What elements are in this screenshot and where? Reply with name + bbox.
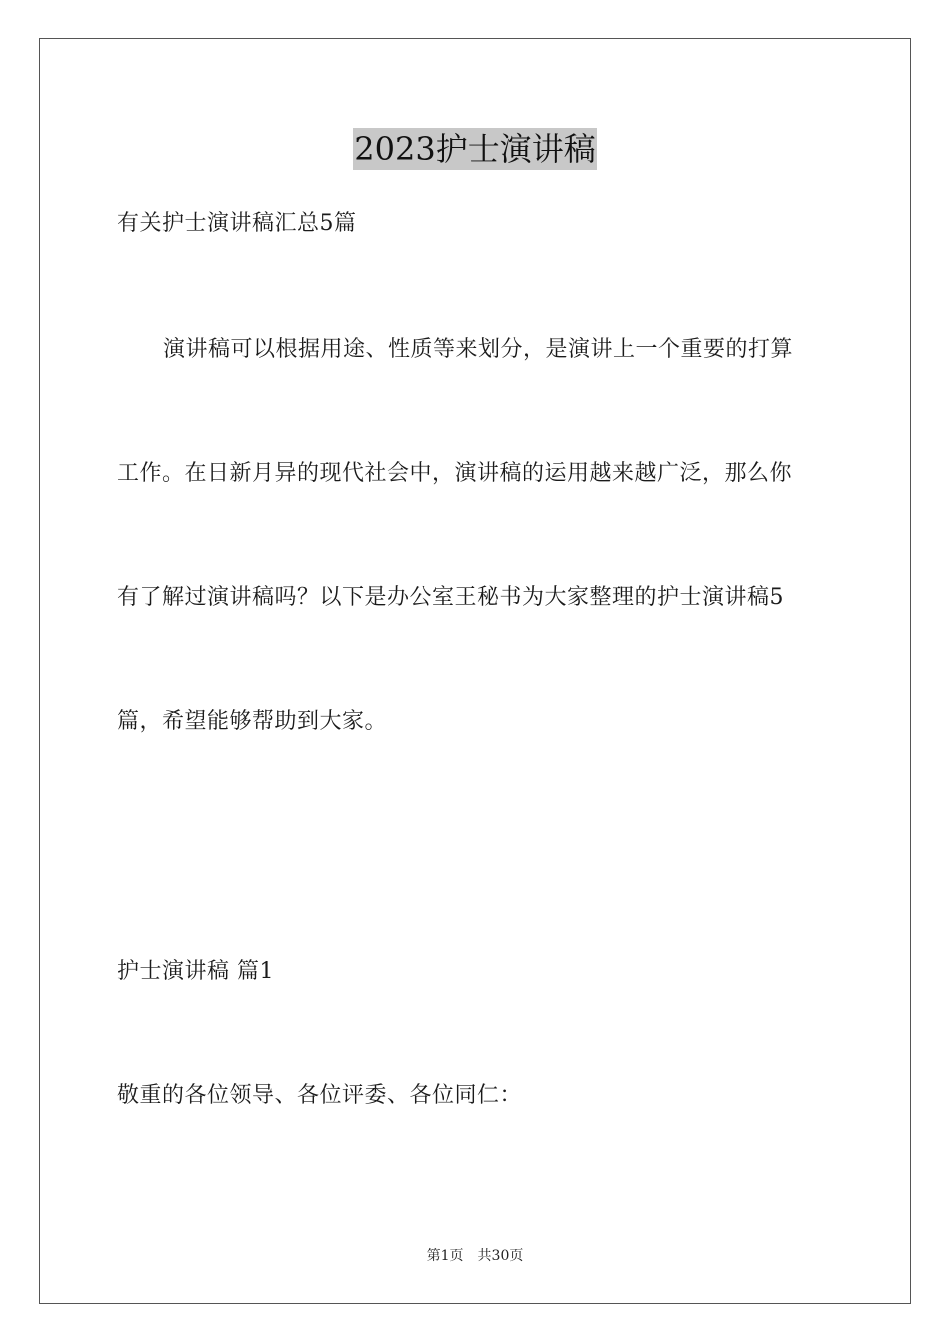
title-container bbox=[0, 128, 950, 170]
page-number-total: 共30页 bbox=[477, 1248, 524, 1264]
page-footer bbox=[0, 1246, 950, 1266]
paragraph-line-3: 有了解过演讲稿吗？以下是办公室王秘书为大家整理的护士演讲稿5 bbox=[117, 585, 784, 610]
paragraph-line-1: 演讲稿可以根据用途、性质等来划分，是演讲上一个重要的打算 bbox=[163, 337, 794, 362]
salutation: 敬重的各位领导、各位评委、各位同仁： bbox=[117, 1083, 523, 1108]
document-title: 2023护士演讲稿 bbox=[354, 130, 596, 168]
paragraph-line-4: 篇，希望能够帮助到大家。 bbox=[117, 709, 388, 734]
page-number-current: 第1页 bbox=[426, 1248, 464, 1264]
paragraph-line-2: 工作。在日新月异的现代社会中，演讲稿的运用越来越广泛，那么你 bbox=[117, 461, 793, 486]
section-heading: 护士演讲稿 篇1 bbox=[117, 959, 274, 984]
document-subtitle: 有关护士演讲稿汇总5篇 bbox=[117, 211, 357, 236]
